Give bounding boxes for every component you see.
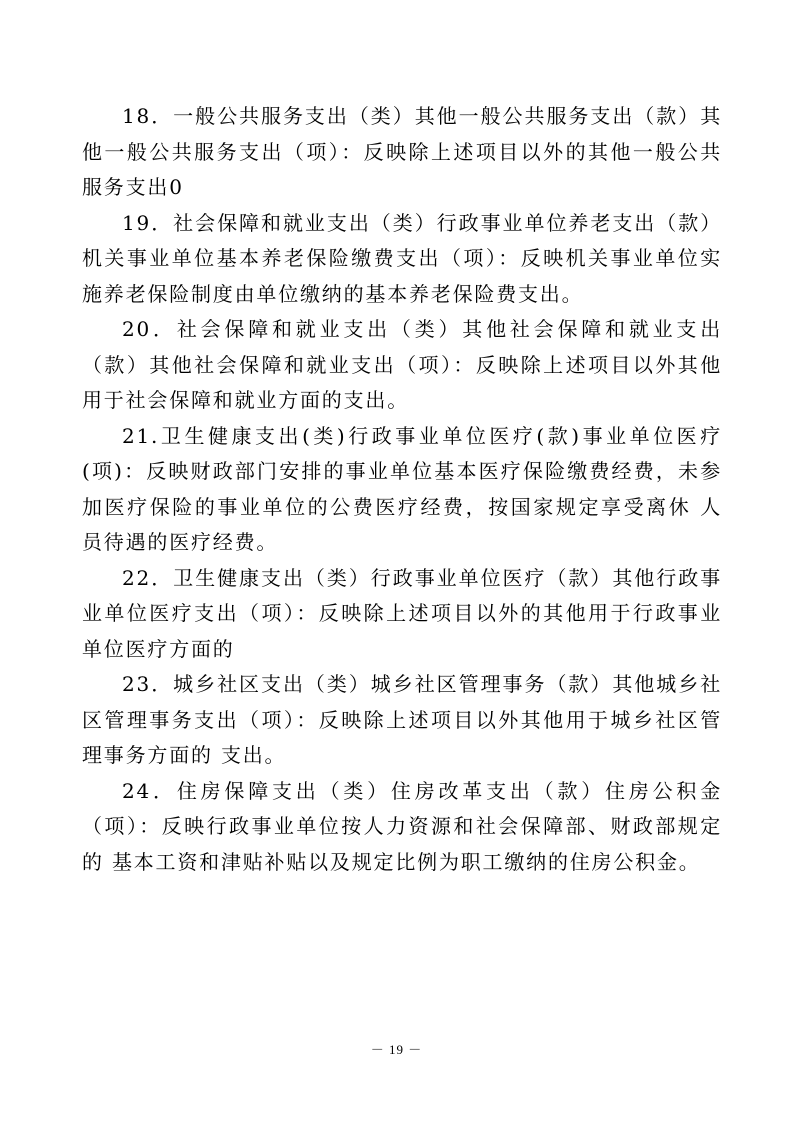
paragraph-23: 23．城乡社区支出（类）城乡社区管理事务（款）其他城乡社区管理事务支出（项）：反映除上述项目以外其他用于城乡社区管理事务方面的 支出。 <box>82 672 722 767</box>
paragraph-19: 19．社会保障和就业支出（类）行政事业单位养老支出（款）机关事业单位基本养老保险缴费支出（项）：反映机关事业单位实施养老保险制度由单位缴纳的基本养老保险费支出。 <box>82 210 722 306</box>
document-body <box>82 99 722 880</box>
paragraph-21: 21.卫生健康支出(类)行政事业单位医疗(款)事业单位医疗(项)：反映财政部门安排的事业单位基本医疗保险缴费经费，未参 加医疗保险的事业单位的公费医疗经费，按国家规定享受离休 人员待遇的医疗经费。 <box>82 423 722 554</box>
paragraph-20: 20．社会保障和就业支出（类）其他社会保障和就业支出（款）其他社会保障和就业支出（项）：反映除上述项目以外其他用于社会保障和就业方面的支出。 <box>82 317 722 412</box>
paragraph-24: 24．住房保障支出（类）住房改革支出（款）住房公积金（项）：反映行政事业单位按人力资源和社会保障部、财政部规定的 基本工资和津贴补贴以及规定比例为职工缴纳的住房公积金。 <box>82 778 722 874</box>
page-number: － 19 － <box>370 1042 423 1057</box>
paragraph-18: 18．一般公共服务支出（类）其他一般公共服务支出（款）其他一般公共服务支出（项）：反映除上述项目以外的其他一般公共服务支出0 <box>82 104 722 199</box>
paragraph-22: 22．卫生健康支出（类）行政事业单位医疗（款）其他行政事业单位医疗支出（项）：反映除上述项目以外的其他用于行政事业单位医疗方面的 <box>82 565 722 661</box>
